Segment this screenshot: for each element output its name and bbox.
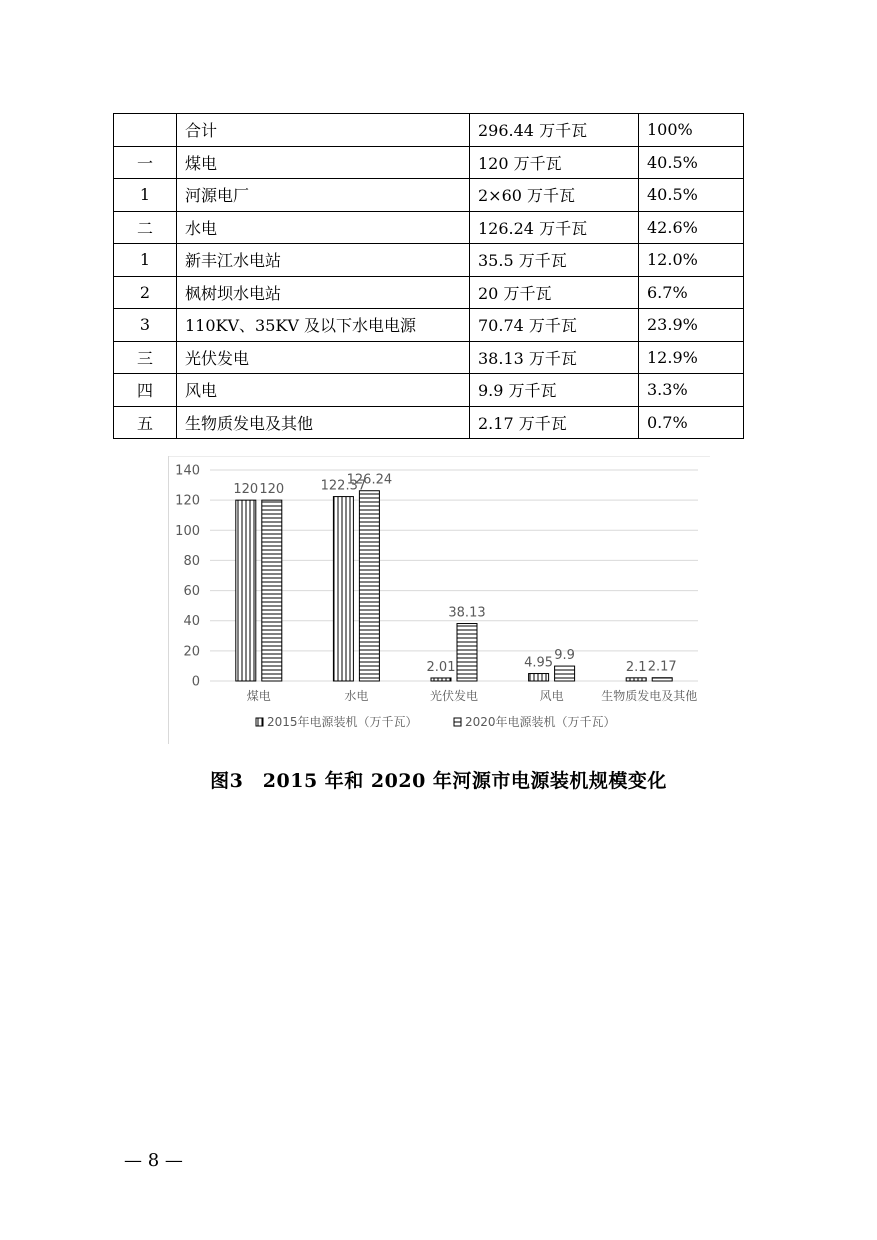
row-number-cell: 三 bbox=[114, 341, 177, 374]
legend-swatch bbox=[454, 718, 461, 726]
data-label: 120 bbox=[259, 482, 285, 498]
y-tick-label: 60 bbox=[183, 584, 200, 600]
bar-2015 bbox=[626, 678, 646, 681]
share-cell: 40.5% bbox=[639, 179, 744, 212]
figure-caption: 图3 2015 年和 2020 年河源市电源装机规模变化 bbox=[210, 770, 667, 792]
y-tick-label: 80 bbox=[183, 553, 200, 569]
item-name-cell: 煤电 bbox=[177, 146, 470, 179]
row-number-cell: 1 bbox=[114, 179, 177, 212]
y-tick-label: 40 bbox=[183, 614, 200, 630]
x-tick-label: 光伏发电 bbox=[429, 689, 479, 703]
table-row bbox=[114, 244, 744, 277]
table-row bbox=[114, 374, 744, 407]
bar-2015 bbox=[431, 678, 451, 681]
bar-2015 bbox=[333, 497, 353, 681]
data-label: 38.13 bbox=[448, 605, 486, 621]
share-cell: 23.9% bbox=[639, 309, 744, 342]
data-label: 126.24 bbox=[346, 472, 393, 488]
legend-label: 2015年电源装机（万千瓦） bbox=[267, 715, 418, 729]
capacity-bar-chart bbox=[168, 456, 710, 744]
bar-2015 bbox=[236, 500, 256, 681]
table-row bbox=[114, 341, 744, 374]
row-number-cell: 2 bbox=[114, 276, 177, 309]
row-number-cell: 1 bbox=[114, 244, 177, 277]
share-cell: 42.6% bbox=[639, 211, 744, 244]
item-name-cell: 新丰江水电站 bbox=[177, 244, 470, 277]
data-label: 2.01 bbox=[426, 659, 456, 675]
share-cell: 12.0% bbox=[639, 244, 744, 277]
share-cell: 3.3% bbox=[639, 374, 744, 407]
capacity-cell: 126.24 万千瓦 bbox=[470, 211, 639, 244]
row-number-cell: 一 bbox=[114, 146, 177, 179]
row-number-cell: 3 bbox=[114, 309, 177, 342]
row-number-cell: 二 bbox=[114, 211, 177, 244]
item-name-cell: 合计 bbox=[177, 114, 470, 147]
data-label: 122.37 bbox=[320, 478, 367, 494]
data-label: 2.1 bbox=[625, 659, 647, 675]
item-name-cell: 枫树坝水电站 bbox=[177, 276, 470, 309]
capacity-cell: 296.44 万千瓦 bbox=[470, 114, 639, 147]
table-row bbox=[114, 406, 744, 439]
item-name-cell: 光伏发电 bbox=[177, 341, 470, 374]
y-tick-label: 140 bbox=[175, 463, 200, 479]
y-tick-label: 20 bbox=[183, 644, 200, 660]
x-tick-label: 煤电 bbox=[246, 689, 271, 703]
capacity-cell: 38.13 万千瓦 bbox=[470, 341, 639, 374]
table-row bbox=[114, 114, 744, 147]
share-cell: 100% bbox=[639, 114, 744, 147]
item-name-cell: 河源电厂 bbox=[177, 179, 470, 212]
data-label: 4.95 bbox=[524, 655, 554, 671]
capacity-cell: 70.74 万千瓦 bbox=[470, 309, 639, 342]
table-row bbox=[114, 211, 744, 244]
item-name-cell: 水电 bbox=[177, 211, 470, 244]
capacity-cell: 35.5 万千瓦 bbox=[470, 244, 639, 277]
item-name-cell: 110KV、35KV 及以下水电电源 bbox=[177, 309, 470, 342]
x-tick-label: 生物质发电及其他 bbox=[601, 689, 698, 703]
table-row bbox=[114, 309, 744, 342]
data-label: 2.17 bbox=[647, 659, 677, 675]
table-row bbox=[114, 146, 744, 179]
capacity-table bbox=[113, 113, 744, 439]
bar-2020 bbox=[555, 666, 575, 681]
bar-2020 bbox=[652, 678, 672, 681]
bar-2015 bbox=[529, 674, 549, 681]
capacity-cell: 2.17 万千瓦 bbox=[470, 406, 639, 439]
capacity-cell: 2×60 万千瓦 bbox=[470, 179, 639, 212]
page-number: — 8 — bbox=[124, 1150, 183, 1171]
item-name-cell: 风电 bbox=[177, 374, 470, 407]
legend-label: 2020年电源装机（万千瓦） bbox=[465, 715, 616, 729]
row-number-cell: 五 bbox=[114, 406, 177, 439]
bar-2020 bbox=[262, 500, 282, 681]
share-cell: 40.5% bbox=[639, 146, 744, 179]
x-tick-label: 风电 bbox=[539, 689, 564, 703]
item-name-cell: 生物质发电及其他 bbox=[177, 406, 470, 439]
y-tick-label: 0 bbox=[191, 674, 200, 690]
y-tick-label: 100 bbox=[175, 523, 200, 539]
bar-2020 bbox=[359, 491, 379, 681]
capacity-cell: 120 万千瓦 bbox=[470, 146, 639, 179]
share-cell: 0.7% bbox=[639, 406, 744, 439]
capacity-cell: 9.9 万千瓦 bbox=[470, 374, 639, 407]
table-row bbox=[114, 276, 744, 309]
x-tick-label: 水电 bbox=[344, 689, 369, 703]
share-cell: 12.9% bbox=[639, 341, 744, 374]
share-cell: 6.7% bbox=[639, 276, 744, 309]
row-number-cell bbox=[114, 114, 177, 147]
y-tick-label: 120 bbox=[175, 493, 200, 509]
bar-2020 bbox=[457, 624, 477, 681]
legend-swatch bbox=[256, 718, 263, 726]
row-number-cell: 四 bbox=[114, 374, 177, 407]
data-label: 9.9 bbox=[554, 648, 575, 664]
capacity-cell: 20 万千瓦 bbox=[470, 276, 639, 309]
table-row bbox=[114, 179, 744, 212]
data-label: 120 bbox=[233, 482, 259, 498]
